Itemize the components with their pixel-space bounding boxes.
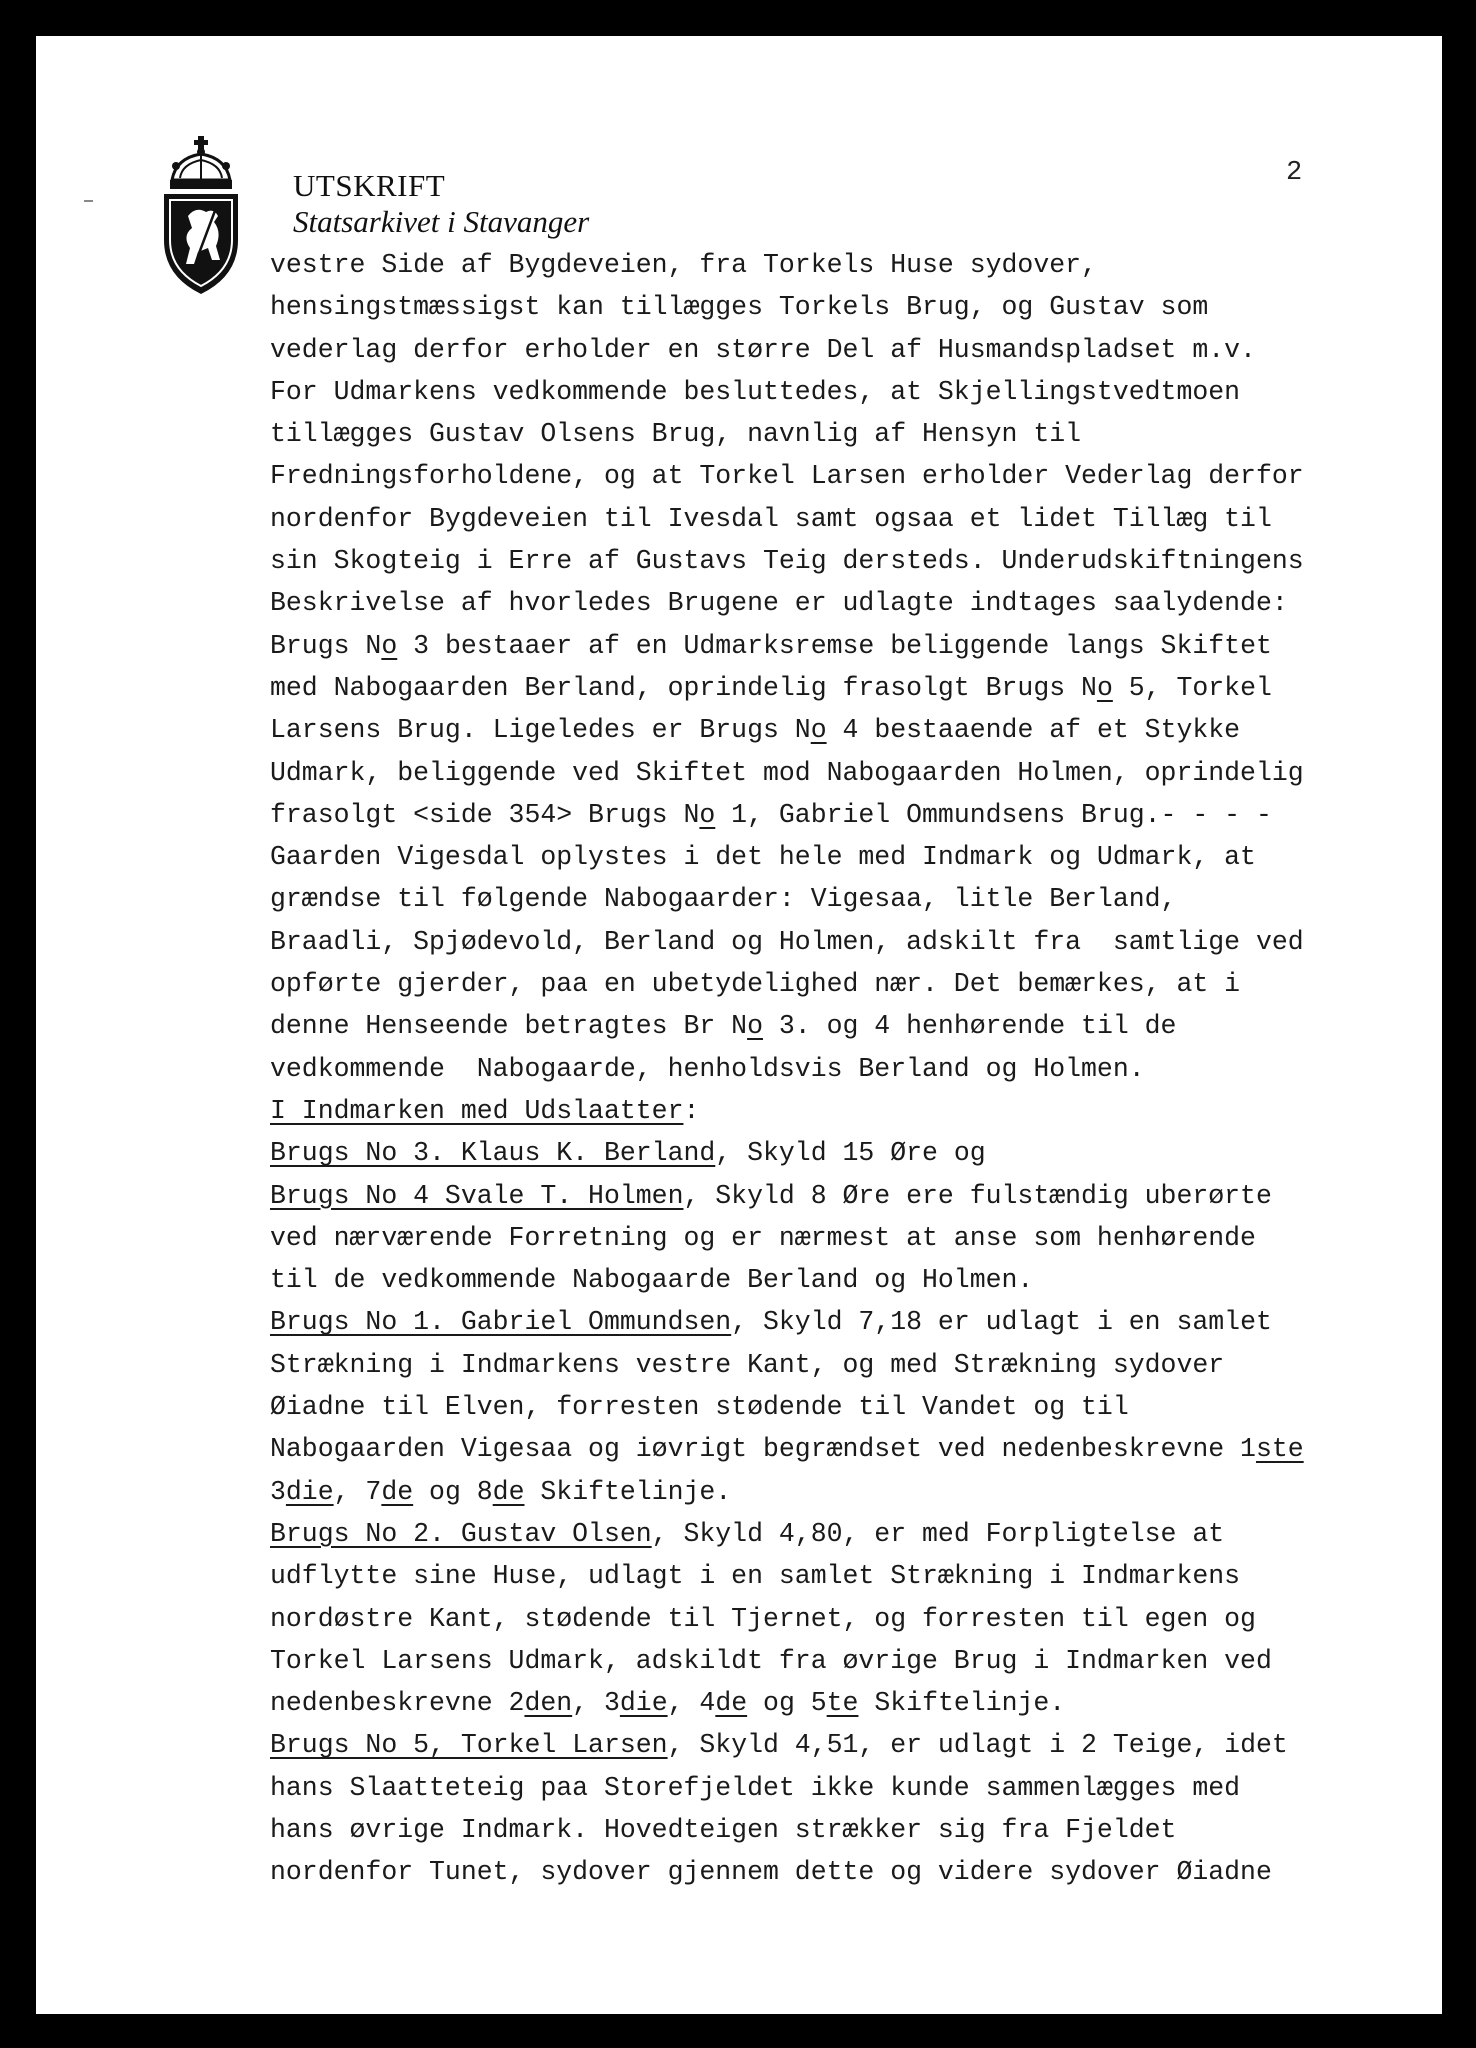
text-line: [270, 921, 1410, 963]
text-line: [270, 667, 1410, 709]
underlined-text: de: [492, 1476, 525, 1507]
underlined-text: die: [285, 1476, 334, 1507]
text-line: [270, 1259, 1410, 1301]
text-line: [270, 329, 1410, 371]
text-segment: nordenfor Tunet, sydover gjennem dette og videre sydover Øiadne: [270, 1857, 1272, 1888]
text-line: [270, 540, 1410, 582]
text-segment: hans Slaatteteig paa Storefjeldet ikke kunde sammenlægges med: [270, 1772, 1241, 1803]
text-line: [270, 709, 1410, 751]
text-line: [270, 1048, 1410, 1090]
text-segment: Skiftelinje.: [858, 1688, 1066, 1719]
text-line: [270, 1005, 1410, 1047]
text-line: [270, 1217, 1410, 1259]
text-segment: vedkommende Nabogaarde, henholdsvis Berland og Holmen.: [270, 1053, 1145, 1084]
text-line: [270, 1132, 1410, 1174]
text-segment: Øiadne til Elven, forresten stødende til Vandet og til: [270, 1392, 1129, 1423]
text-segment: og 5: [747, 1688, 827, 1719]
text-line: [270, 963, 1410, 1005]
underlined-text: o: [699, 799, 716, 830]
text-line: [270, 244, 1410, 286]
text-line: [270, 878, 1410, 920]
underlined-text: o: [747, 1011, 763, 1042]
text-segment: vestre Side af Bygdeveien, fra Torkels Huse sydover,: [270, 250, 1097, 280]
text-segment: 1, Gabriel Ommundsens Brug.- - - -: [715, 799, 1272, 830]
text-line: [270, 286, 1410, 328]
text-segment: 5, Torkel: [1112, 672, 1272, 703]
text-segment: ved nærværende Forretning og er nærmest at anse som henhørende: [270, 1222, 1256, 1253]
underlined-text: Brugs No 1. Gabriel Ommundsen: [270, 1307, 732, 1338]
text-line: [270, 625, 1410, 667]
header-subtitle: Statsarkivet i Stavanger: [293, 204, 590, 239]
text-line: [270, 1767, 1410, 1809]
text-segment: Strækning i Indmarkens vestre Kant, og med Strækning sydover: [270, 1349, 1225, 1380]
text-segment: , Skyld 8 Øre ere fulstændig uberørte: [683, 1180, 1272, 1211]
text-line: [270, 498, 1410, 540]
text-segment: , Skyld 7,18 er udlagt i en samlet: [731, 1307, 1272, 1338]
text-segment: udflytte sine Huse, udlagt i en samlet Strækning i Indmarkens: [270, 1561, 1241, 1592]
text-line: [270, 1301, 1410, 1343]
underlined-text: die: [619, 1688, 668, 1719]
text-segment: , 7: [333, 1476, 382, 1507]
text-segment: nordøstre Kant, stødende til Tjernet, og forresten til egen og: [270, 1603, 1256, 1634]
text-segment: med Nabogaarden Berland, oprindelig frasolgt Brugs N: [270, 672, 1097, 703]
underlined-text: o: [810, 715, 827, 746]
margin-mark: [84, 200, 93, 202]
underlined-text: Brugs No 4 Svale T. Holmen: [270, 1180, 684, 1211]
text-line: [270, 752, 1410, 794]
text-line: [270, 413, 1410, 455]
text-segment: denne Henseende betragtes Br N: [270, 1011, 748, 1042]
text-line: [270, 1598, 1410, 1640]
text-segment: tillægges Gustav Olsens Brug, navnlig af Hensyn til: [270, 419, 1082, 450]
text-segment: 3. og 4 henhørende til de: [762, 1011, 1177, 1042]
text-segment: hensingstmæssigst kan tillægges Torkels Brug, og Gustav som: [270, 292, 1209, 323]
text-line: [270, 794, 1410, 836]
text-line: [270, 1471, 1410, 1513]
text-segment: , 4: [667, 1688, 716, 1719]
text-segment: Gaarden Vigesdal oplystes i det hele med Indmark og Udmark, at: [270, 842, 1256, 873]
document-body: [270, 244, 1410, 1894]
header-title: UTSKRIFT: [293, 168, 446, 203]
text-segment: Braadli, Spjødevold, Berland og Holmen, adskilt fra samtlige ved: [270, 926, 1304, 957]
text-segment: Torkel Larsens Udmark, adskildt fra øvrige Brug i Indmarken ved: [270, 1645, 1272, 1676]
text-segment: :: [683, 1095, 700, 1126]
text-segment: , Skyld 4,51, er udlagt i 2 Teige, idet: [667, 1730, 1288, 1761]
text-segment: frasolgt <side 354> Brugs N: [270, 799, 700, 830]
text-segment: , 3: [572, 1688, 620, 1719]
norwegian-coat-of-arms-icon: [158, 136, 244, 296]
text-line: [270, 1090, 1410, 1132]
text-line: [270, 1640, 1410, 1682]
text-segment: Udmark, beliggende ved Skiftet mod Nabogaarden Holmen, oprindelig: [270, 757, 1304, 788]
underlined-text: Brugs No 5, Torkel Larsen: [270, 1730, 668, 1761]
underlined-text: o: [381, 630, 398, 661]
underlined-text: den: [524, 1688, 573, 1719]
text-segment: Nabogaarden Vigesaa og iøvrigt begrændset ved nedenbeskrevne 1: [270, 1434, 1256, 1465]
underlined-text: o: [1096, 672, 1113, 703]
text-segment: , Skyld 4,80, er med Forpligtelse at: [651, 1518, 1225, 1549]
text-segment: vederlag derfor erholder en større Del af Husmandspladset m.v.: [270, 334, 1256, 365]
text-line: [270, 836, 1410, 878]
text-segment: Larsens Brug. Ligeledes er Brugs N: [270, 715, 811, 746]
underlined-text: Brugs No 3. Klaus K. Berland: [270, 1138, 716, 1169]
underlined-text: de: [381, 1476, 414, 1507]
text-segment: hans øvrige Indmark. Hovedteigen strækker sig fra Fjeldet: [270, 1814, 1177, 1845]
text-segment: Brugs N: [270, 630, 382, 661]
text-segment: 3 bestaaer af en Udmarksremse beliggende langs Skiftet: [397, 630, 1272, 661]
text-line: [270, 1555, 1410, 1597]
text-segment: 4 bestaaende af et Stykke: [826, 715, 1241, 746]
text-segment: , Skyld 15 Øre og: [715, 1138, 986, 1169]
text-line: [270, 1428, 1410, 1470]
text-segment: nedenbeskrevne 2: [270, 1688, 525, 1719]
underlined-text: de: [715, 1688, 748, 1719]
text-line: [270, 1513, 1410, 1555]
text-line: [270, 1682, 1410, 1724]
text-line: [270, 1344, 1410, 1386]
underlined-text: te: [826, 1688, 859, 1719]
text-segment: til de vedkommende Nabogaarde Berland og Holmen.: [270, 1265, 1034, 1296]
text-segment: sin Skogteig i Erre af Gustavs Teig dersteds. Underudskiftningens: [270, 546, 1304, 577]
text-line: [270, 1851, 1410, 1893]
text-segment: Beskrivelse af hvorledes Brugene er udlagte indtages saalydende:: [270, 588, 1288, 619]
text-line: [270, 582, 1410, 624]
text-line: [270, 1175, 1410, 1217]
text-line: [270, 1724, 1410, 1766]
text-line: [270, 455, 1410, 497]
underlined-text: Brugs No 2. Gustav Olsen: [270, 1518, 652, 1549]
text-segment: For Udmarkens vedkommende besluttedes, at Skjellingstvedtmoen: [270, 376, 1241, 407]
text-segment: 3: [270, 1476, 286, 1507]
text-segment: Skiftelinje.: [524, 1476, 732, 1507]
text-line: [270, 1386, 1410, 1428]
text-segment: og 8: [413, 1476, 493, 1507]
text-segment: opførte gjerder, paa en ubetydelighed nær. Det bemærkes, at i: [270, 969, 1241, 1000]
text-line: [270, 1809, 1410, 1851]
text-segment: grændse til følgende Nabogaarder: Vigesaa, litle Berland,: [270, 884, 1177, 915]
underlined-text: I Indmarken med Udslaatter: [270, 1095, 684, 1126]
text-segment: Fredningsforholdene, og at Torkel Larsen erholder Vederlag derfor: [270, 461, 1304, 492]
text-line: [270, 371, 1410, 413]
text-segment: nordenfor Bygdeveien til Ivesdal samt ogsaa et lidet Tillæg til: [270, 503, 1272, 534]
page-number: 2: [1286, 158, 1303, 188]
underlined-text: ste: [1255, 1434, 1304, 1465]
